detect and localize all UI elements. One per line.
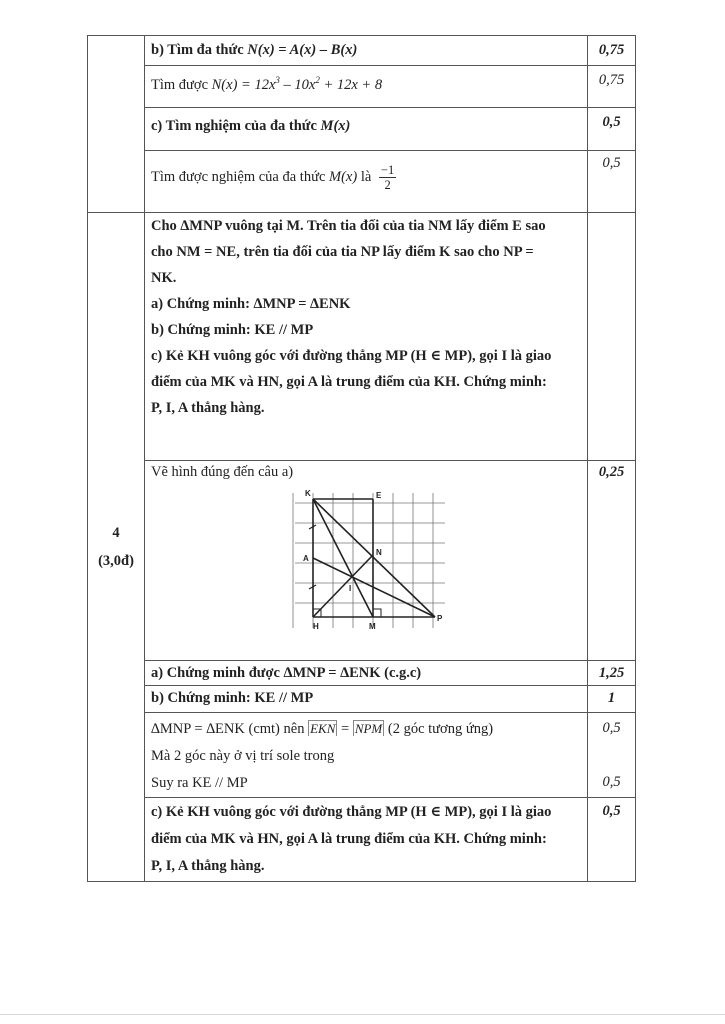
q4-problem-cell xyxy=(145,213,588,461)
step-line-1: ∆MNP = ∆ENK (cmt) nên EKN = NPM (2 góc tương ứng) xyxy=(151,721,494,737)
b-title-score: 0,75 xyxy=(598,42,625,58)
label-M: M xyxy=(369,622,376,631)
b-answer-score-cell xyxy=(588,66,636,108)
c-answer-suffix: là xyxy=(360,168,372,185)
label-P: P xyxy=(437,614,443,623)
problem-line: Cho ∆MNP vuông tại M. Trên tia đối của tia NM lấy điểm E sao xyxy=(151,218,546,234)
c-answer-formula: M(x) xyxy=(329,168,358,185)
c-title-score-cell xyxy=(588,108,636,151)
fraction-denominator: 2 xyxy=(384,178,391,192)
c-title-formula: M(x) xyxy=(320,118,351,134)
label-A: A xyxy=(303,554,309,563)
q4-figure-cell xyxy=(145,461,588,661)
b-title-label: b) Tìm đa thức xyxy=(151,42,244,58)
row-q4-part-b-steps xyxy=(88,713,636,798)
figure-caption: Vẽ hình đúng đến câu a) xyxy=(151,464,294,480)
problem-line: điểm của MK và HN, gọi A là trung điểm của KH. Chứng minh: xyxy=(151,374,547,390)
label-N: N xyxy=(376,548,382,557)
c-title-score: 0,5 xyxy=(602,114,621,130)
part-a-text: a) Chứng minh được ∆MNP = ∆ENK (c.g.c) xyxy=(151,665,422,681)
problem-line: c) Kẻ KH vuông góc với đường thẳng MP (H ∈ MP), gọi I là giao xyxy=(151,348,552,364)
q4-part-b-score-cell xyxy=(588,686,636,713)
q4-part-b-steps-score-cell xyxy=(588,713,636,798)
step-line-2: Mà 2 góc này ở vị trí sole trong xyxy=(151,748,335,764)
row-c-answer xyxy=(88,151,636,213)
part-a-score: 1,25 xyxy=(598,665,625,681)
problem-line: b) Chứng minh: KE // MP xyxy=(151,322,314,338)
row-q4-problem xyxy=(88,213,636,461)
question-4-points: (3,0đ) xyxy=(98,553,134,569)
q4-part-a-cell xyxy=(145,661,588,686)
part-c-score: 0,5 xyxy=(602,803,621,819)
problem-line: NK. xyxy=(151,270,177,286)
c-answer-cell xyxy=(145,151,588,213)
q4-figure-score-cell xyxy=(588,461,636,661)
q4-part-b-cell xyxy=(145,686,588,713)
b-answer-score: 0,75 xyxy=(598,72,625,88)
row-b-answer xyxy=(88,66,636,108)
problem-line: P, I, A thẳng hàng. xyxy=(151,400,265,416)
label-H: H xyxy=(313,622,319,631)
row-q4-part-a xyxy=(88,661,636,686)
grading-table xyxy=(87,35,636,882)
q4-part-b-steps-cell xyxy=(145,713,588,798)
step-3-score: 0,5 xyxy=(602,774,621,790)
question-4-cell xyxy=(88,213,145,882)
c-answer-score-cell xyxy=(588,151,636,213)
part-b-text: b) Chứng minh: KE // MP xyxy=(151,690,314,706)
figure-score: 0,25 xyxy=(598,464,625,480)
q4-part-c-cell xyxy=(145,798,588,882)
q4-part-a-score-cell xyxy=(588,661,636,686)
c-title-label: c) Tìm nghiệm của đa thức xyxy=(151,118,317,134)
problem-line: a) Chứng minh: ∆MNP = ∆ENK xyxy=(151,296,351,312)
b-title-cell xyxy=(145,36,588,66)
angle-npm: NPM xyxy=(354,721,383,736)
step-line-3: Suy ra KE // MP xyxy=(151,775,248,791)
row-c-title xyxy=(88,108,636,151)
label-K: K xyxy=(305,489,311,498)
q4-part-c-score-cell xyxy=(588,798,636,882)
row-q4-figure xyxy=(88,461,636,661)
part-b-score: 1 xyxy=(607,690,616,706)
problem-line: cho NM = NE, trên tia đối của tia NP lấy điểm K sao cho NP = xyxy=(151,244,534,260)
part-c-line: điểm của MK và HN, gọi A là trung điểm của KH. Chứng minh: xyxy=(151,831,547,847)
c-answer-score: 0,5 xyxy=(602,155,621,171)
q4-problem-score-cell xyxy=(588,213,636,461)
q4-problem-text xyxy=(145,213,587,421)
step-1-score: 0,5 xyxy=(602,720,621,736)
c-answer-fraction xyxy=(379,163,396,192)
scan-edge-line xyxy=(0,1014,725,1015)
label-E: E xyxy=(376,491,382,500)
c-answer-label: Tìm được nghiệm của đa thức xyxy=(151,168,326,185)
row-b-title xyxy=(88,36,636,66)
b-answer-label: Tìm được xyxy=(151,77,209,93)
b-answer-formula: $N(x) = 12x^3 - 10x^2 + 12x + 8$ xyxy=(211,75,383,93)
angle-ekn: EKN xyxy=(310,721,336,736)
row-q4-part-b xyxy=(88,686,636,713)
row-q4-part-c xyxy=(88,798,636,882)
b-answer-cell xyxy=(145,66,588,108)
geometry-figure xyxy=(145,483,585,643)
part-c-line: c) Kẻ KH vuông góc với đường thẳng MP (H ∈ MP), gọi I là giao xyxy=(151,804,552,820)
question-4-number: 4 xyxy=(112,525,120,541)
fraction-numerator: −1 xyxy=(380,163,395,177)
c-title-cell xyxy=(145,108,588,151)
label-I: I xyxy=(349,584,352,593)
question-3-cell xyxy=(88,36,145,213)
b-title-formula: N(x) = A(x) – B(x) xyxy=(247,42,358,58)
part-c-line: P, I, A thẳng hàng. xyxy=(151,858,265,874)
b-title-score-cell xyxy=(588,36,636,66)
